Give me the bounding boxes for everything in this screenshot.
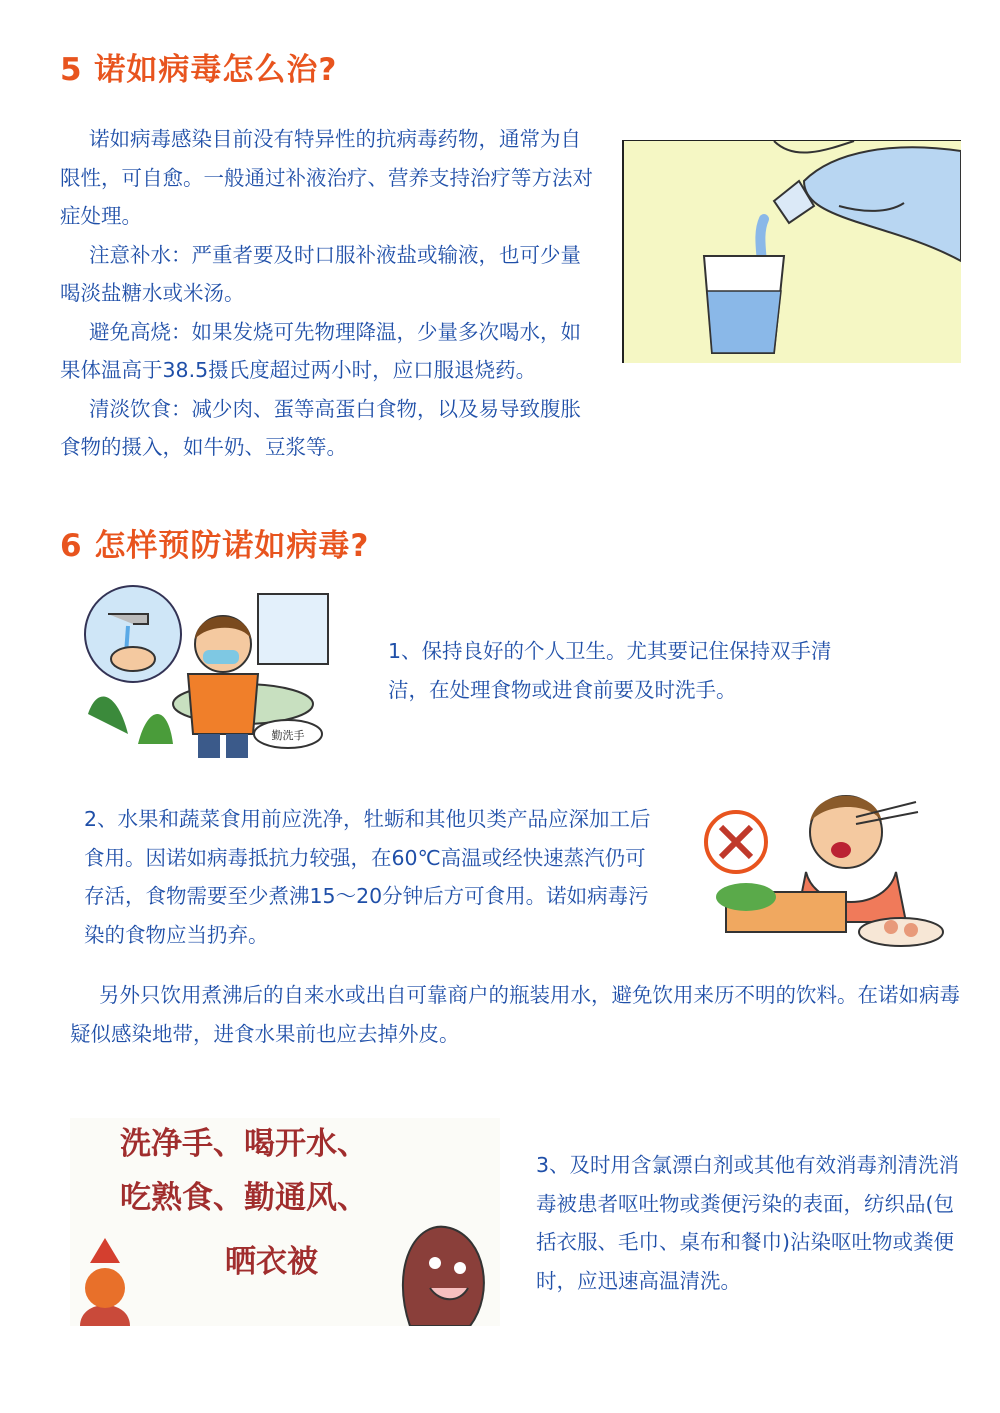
handwashing-illustration: [78, 584, 346, 758]
extra-advice-paragraph: 另外只饮用煮沸后的自来水或出自可靠商户的瓶装用水，避免饮用来历不明的饮料。在诺如病毒疑似感染地带，进食水果前也应去掉外皮。: [70, 983, 960, 1046]
slogan-drawing: [70, 1118, 500, 1326]
eating-seafood-drawing: [686, 772, 948, 952]
tip-1-paragraph: 1、保持良好的个人卫生。尤其要记住保持双手清洁，在处理食物或进食前要及时洗手。: [388, 639, 832, 702]
tip-1-text: [388, 632, 846, 709]
section-6-title: 6 怎样预防诺如病毒?: [60, 528, 370, 564]
paragraph-diet: 清淡饮食：减少肉、蛋等高蛋白食物，以及易导致腹胀食物的摄入，如牛奶、豆浆等。: [60, 396, 581, 459]
handwashing-drawing: [78, 584, 346, 758]
tip-2-paragraph: 2、水果和蔬菜食用前应洗净，牡蛎和其他贝类产品应深加工后食用。因诺如病毒抵抗力较强，在60℃高温或经快速蒸汽仍可存活，食物需要至少煮沸15～20分钟后方可食用。诺如病毒污染的食物应当扔弃。: [84, 807, 651, 947]
paragraph-hydration: 注意补水：严重者要及时口服补液盐或输液，也可少量喝淡盐糖水或米汤。: [60, 242, 581, 305]
section-5-title: 5 诺如病毒怎么治?: [60, 52, 338, 88]
paragraph-intro: 诺如病毒感染目前没有特异性的抗病毒药物，通常为自限性，可自愈。一般通过补液治疗、营养支持治疗等方法对症处理。: [60, 127, 593, 228]
slogan-illustration: [70, 1118, 500, 1326]
slogan-line-2: 吃熟食、勤通风、: [120, 1180, 368, 1216]
slogan-line-3: 晒衣被: [225, 1244, 318, 1280]
eating-seafood-illustration: [686, 772, 948, 952]
water-bottle-glass-drawing: [624, 141, 961, 363]
tip-3-paragraph: 3、及时用含氯漂白剂或其他有效消毒剂清洗消毒被患者呕吐物或粪便污染的表面，纺织品(包括衣服、毛巾、桌布和餐巾)沾染呕吐物或粪便时，应迅速高温清洗。: [536, 1153, 960, 1293]
tip-3-text: [536, 1146, 960, 1300]
slogan-line-1: 洗净手、喝开水、: [120, 1126, 368, 1162]
handwash-sign-label: 勤洗手: [271, 729, 305, 742]
water-pouring-illustration: [622, 140, 961, 363]
section-5-body: [60, 120, 600, 467]
tip-2-text: [84, 800, 664, 954]
extra-advice-text: [70, 976, 960, 1053]
paragraph-fever: 避免高烧：如果发烧可先物理降温，少量多次喝水，如果体温高于38.5摄氏度超过两小时，应口服退烧药。: [60, 319, 581, 382]
